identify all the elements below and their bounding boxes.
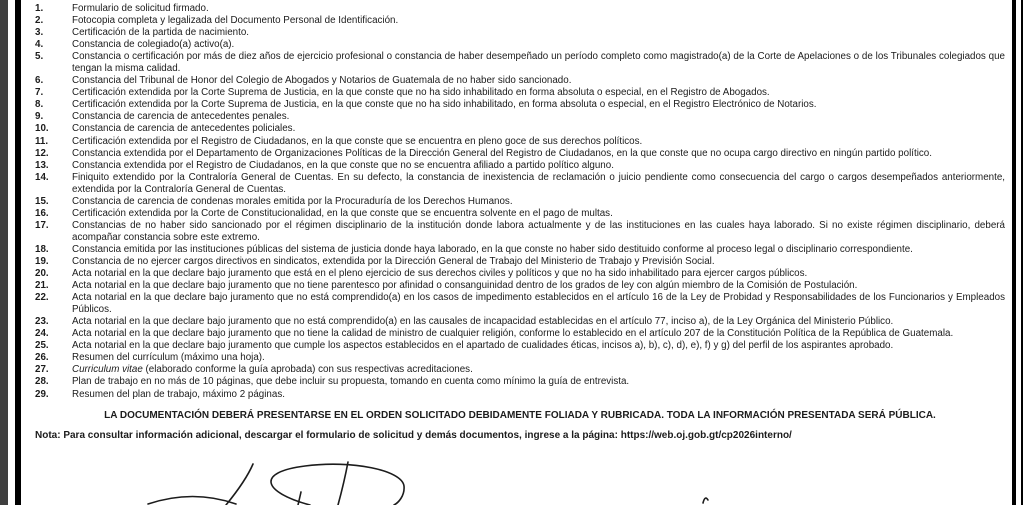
requirement-number: 29. [35, 388, 49, 400]
requirement-number: 12. [35, 147, 49, 159]
requirement-text: Constancia o certificación por más de diez años de ejercicio profesional o constancia de haber desempeñado un período completo como magistrado(a) de la Corte de Apelaciones o de los Tribunales colegiados que tengan la misma calidad. [72, 51, 1005, 75]
requirement-text: Acta notarial en la que declare bajo juramento que cumple los aspectos establecidos en el apartado de cualidades éticas, incisos a), b), c), d), e), f) y g) del perfil de los aspirantes aprobado. [72, 340, 894, 352]
requirement-text [72, 364, 1005, 376]
requirement-text: Constancia de carencia de antecedentes penales. [72, 111, 290, 123]
requirement-item [35, 244, 1005, 256]
requirement-text: Constancia del Tribunal de Honor del Colegio de Abogados y Notarios de Guatemala de no haber sido sancionado. [72, 75, 572, 87]
requirement-item [35, 15, 1005, 27]
requirement-item [35, 75, 1005, 87]
requirement-number: 27. [35, 364, 49, 376]
requirement-number: 6. [35, 75, 44, 87]
requirements-list [35, 3, 1005, 401]
requirement-number: 8. [35, 99, 44, 111]
requirement-number: 1. [35, 3, 44, 14]
requirement-number: 16. [35, 207, 49, 219]
signature-arc-left [148, 497, 236, 505]
requirement-number: 15. [35, 195, 49, 207]
requirement-number: 20. [35, 268, 49, 280]
requirement-text: Finiquito extendido por la Contraloría General de Cuentas. En su defecto, la constancia de inexistencia de reclamación o juicio pendiente como consecuencia del cargo o cargos desempeñados anteriormente, extendida por la Contraloría General de Cuentas. [72, 171, 1005, 195]
requirement-text: Plan de trabajo en no más de 10 páginas, que debe incluir su propuesta, tomando en cuenta como mínimo la guía de entrevista. [72, 376, 630, 388]
requirement-text: Constancia de carencia de antecedentes policiales. [72, 123, 296, 135]
requirement-text: Constancia de no ejercer cargos directivos en sindicatos, extendida por la Dirección General de Trabajo del Ministerio de Trabajo y Previsión Social. [72, 255, 715, 267]
requirement-item [35, 196, 1005, 208]
requirement-number: 26. [35, 352, 49, 364]
requirement-text: Fotocopia completa y legalizada del Documento Personal de Identificación. [72, 15, 399, 27]
requirement-text: Acta notarial en la que declare bajo juramento que no está comprendido(a) en las causales de incapacidad establecidas en el artículo 77, inciso a), de la Ley Orgánica del Ministerio Público. [72, 316, 894, 328]
requirement-text: Resumen del plan de trabajo, máximo 2 páginas. [72, 388, 285, 400]
requirement-item [35, 39, 1005, 51]
page-border-left [15, 0, 21, 505]
requirement-text: Constancia extendida por el Registro de Ciudadanos, en la que conste que no se encuentra afiliado a partido político alguno. [72, 159, 614, 171]
requirement-item [35, 87, 1005, 99]
requirement-item [35, 51, 1005, 75]
requirement-number: 3. [35, 27, 44, 39]
requirement-text: Certificación extendida por la Corte Suprema de Justicia, en la que conste que no ha sido inhabilitado, en forma absoluta o especial, en el Registro Electrónico de Notarios. [72, 99, 817, 111]
requirement-item [35, 268, 1005, 280]
requirement-item [35, 160, 1005, 172]
requirement-item [35, 111, 1005, 123]
requirement-text: Certificación de la partida de nacimiento. [72, 27, 249, 39]
requirement-text: Constancia extendida por el Departamento de Organizaciones Políticas de la Dirección General del Registro de Ciudadanos, en la que conste que no ocupa cargo directivo en ningún partido político. [72, 147, 932, 159]
requirement-number: 28. [35, 376, 49, 388]
requirement-text: Acta notarial en la que declare bajo juramento que está en el pleno ejercicio de sus derechos civiles y políticos y que no ha sido inhabilitado para ejercer cargos públicos. [72, 268, 808, 280]
requirement-number: 24. [35, 328, 49, 340]
requirement-text: Certificación extendida por el Registro de Ciudadanos, en la que conste que se encuentra en pleno goce de sus derechos políticos. [72, 135, 643, 147]
requirement-number: 4. [35, 39, 44, 51]
requirement-item [35, 3, 1005, 15]
page-left-edge-shadow [0, 0, 8, 505]
requirement-item [35, 208, 1005, 220]
requirement-item [35, 256, 1005, 268]
requirement-number: 9. [35, 111, 44, 123]
requirement-text: Acta notarial en la que declare bajo juramento que no tiene parentesco por afinidad o consanguinidad dentro de los grados de ley con algún miembro de la Comisión de Postulación. [72, 280, 858, 292]
requirement-item [35, 292, 1005, 316]
requirement-number: 19. [35, 255, 49, 267]
requirement-text: Constancia de colegiado(a) activo(a). [72, 39, 235, 51]
requirement-item [35, 220, 1005, 244]
requirement-text: Resumen del currículum (máximo una hoja). [72, 352, 265, 364]
requirement-text-rest: (elaborado conforme la guía aprobada) con sus respectivas acreditaciones. [142, 364, 473, 376]
requirement-text: Certificación extendida por la Corte de Constitucionalidad, en la que conste que se encuentra solvente en el pago de multas. [72, 207, 613, 219]
requirement-number: 23. [35, 316, 49, 328]
requirement-item [35, 280, 1005, 292]
requirement-text: Formulario de solicitud firmado. [72, 3, 209, 14]
requirement-item [35, 123, 1005, 135]
signature-loop [271, 464, 404, 505]
requirement-text: Constancia emitida por las instituciones públicas del sistema de justicia donde haya laborado, en la que conste no haber sido destituido conforme al proceso legal o disciplinario correspondiente. [72, 243, 913, 255]
requirement-text: Constancias de no haber sido sancionado por el régimen disciplinario de la institución donde labora actualmente y de las instituciones en las cuales haya laborado. Si no existe régimen disciplinario, deberá acompañar constancia sobre este extremo. [72, 219, 1005, 243]
signature-downstroke [338, 462, 348, 505]
requirement-text: Acta notarial en la que declare bajo juramento que no tiene la calidad de ministro de cualquier religión, conforme lo establecido en el artículo 207 de la Constitución Política de la República de Guatemala. [72, 328, 954, 340]
requirement-text-italic: Curriculum vitae [72, 364, 143, 376]
signature-slash [226, 464, 253, 505]
requirement-number: 18. [35, 243, 49, 255]
requirement-number: 10. [35, 123, 49, 135]
note-line: Nota: Para consultar información adicional, descargar el formulario de solicitud y demás documentos, ingrese a la página: https://web.oj.gob.gt/cp2026interno/ [35, 429, 792, 441]
page-border-right-outer [1021, 0, 1023, 505]
presentation-instruction: LA DOCUMENTACIÓN DEBERÁ PRESENTARSE EN EL ORDEN SOLICITADO DEBIDAMENTE FOLIADA Y RUBRICADA. TODA LA INFORMACIÓN PRESENTADA SERÁ PÚBLICA. [104, 409, 936, 421]
requirement-item [35, 99, 1005, 111]
requirement-text: Constancia de carencia de condenas morales emitida por la Procuraduría de los Derechos Humanos. [72, 195, 513, 207]
requirement-item [35, 340, 1005, 352]
signature-short-stroke [298, 492, 301, 505]
requirement-item [35, 136, 1005, 148]
requirement-item [35, 172, 1005, 196]
requirement-text: Acta notarial en la que declare bajo juramento que no está comprendido(a) en los casos de impedimento establecidos en el artículo 16 de la Ley de Probidad y Responsabilidades de los Funcionarios y Empleados Públicos. [72, 292, 1005, 316]
signature-tick [703, 498, 708, 503]
requirement-item [35, 316, 1005, 328]
requirement-item [35, 389, 1005, 401]
requirement-number: 7. [35, 87, 44, 99]
requirement-number: 22. [35, 292, 49, 304]
requirement-number: 14. [35, 171, 49, 183]
requirement-number: 21. [35, 280, 49, 292]
requirement-item [35, 364, 1005, 376]
requirement-number: 17. [35, 219, 49, 231]
requirement-item [35, 148, 1005, 160]
requirement-number: 11. [35, 135, 49, 147]
requirement-number: 5. [35, 51, 44, 63]
page-border-right-inner [1012, 0, 1016, 505]
requirement-item [35, 27, 1005, 39]
requirement-number: 25. [35, 340, 49, 352]
requirement-item [35, 352, 1005, 364]
requirement-item [35, 328, 1005, 340]
requirement-number: 2. [35, 15, 44, 27]
requirement-text: Certificación extendida por la Corte Suprema de Justicia, en la que conste que no ha sido inhabilitado en forma absoluta o especial, en el Registro de Abogados. [72, 87, 770, 99]
requirement-number: 13. [35, 159, 49, 171]
requirement-item [35, 376, 1005, 388]
document-content [35, 3, 1005, 442]
